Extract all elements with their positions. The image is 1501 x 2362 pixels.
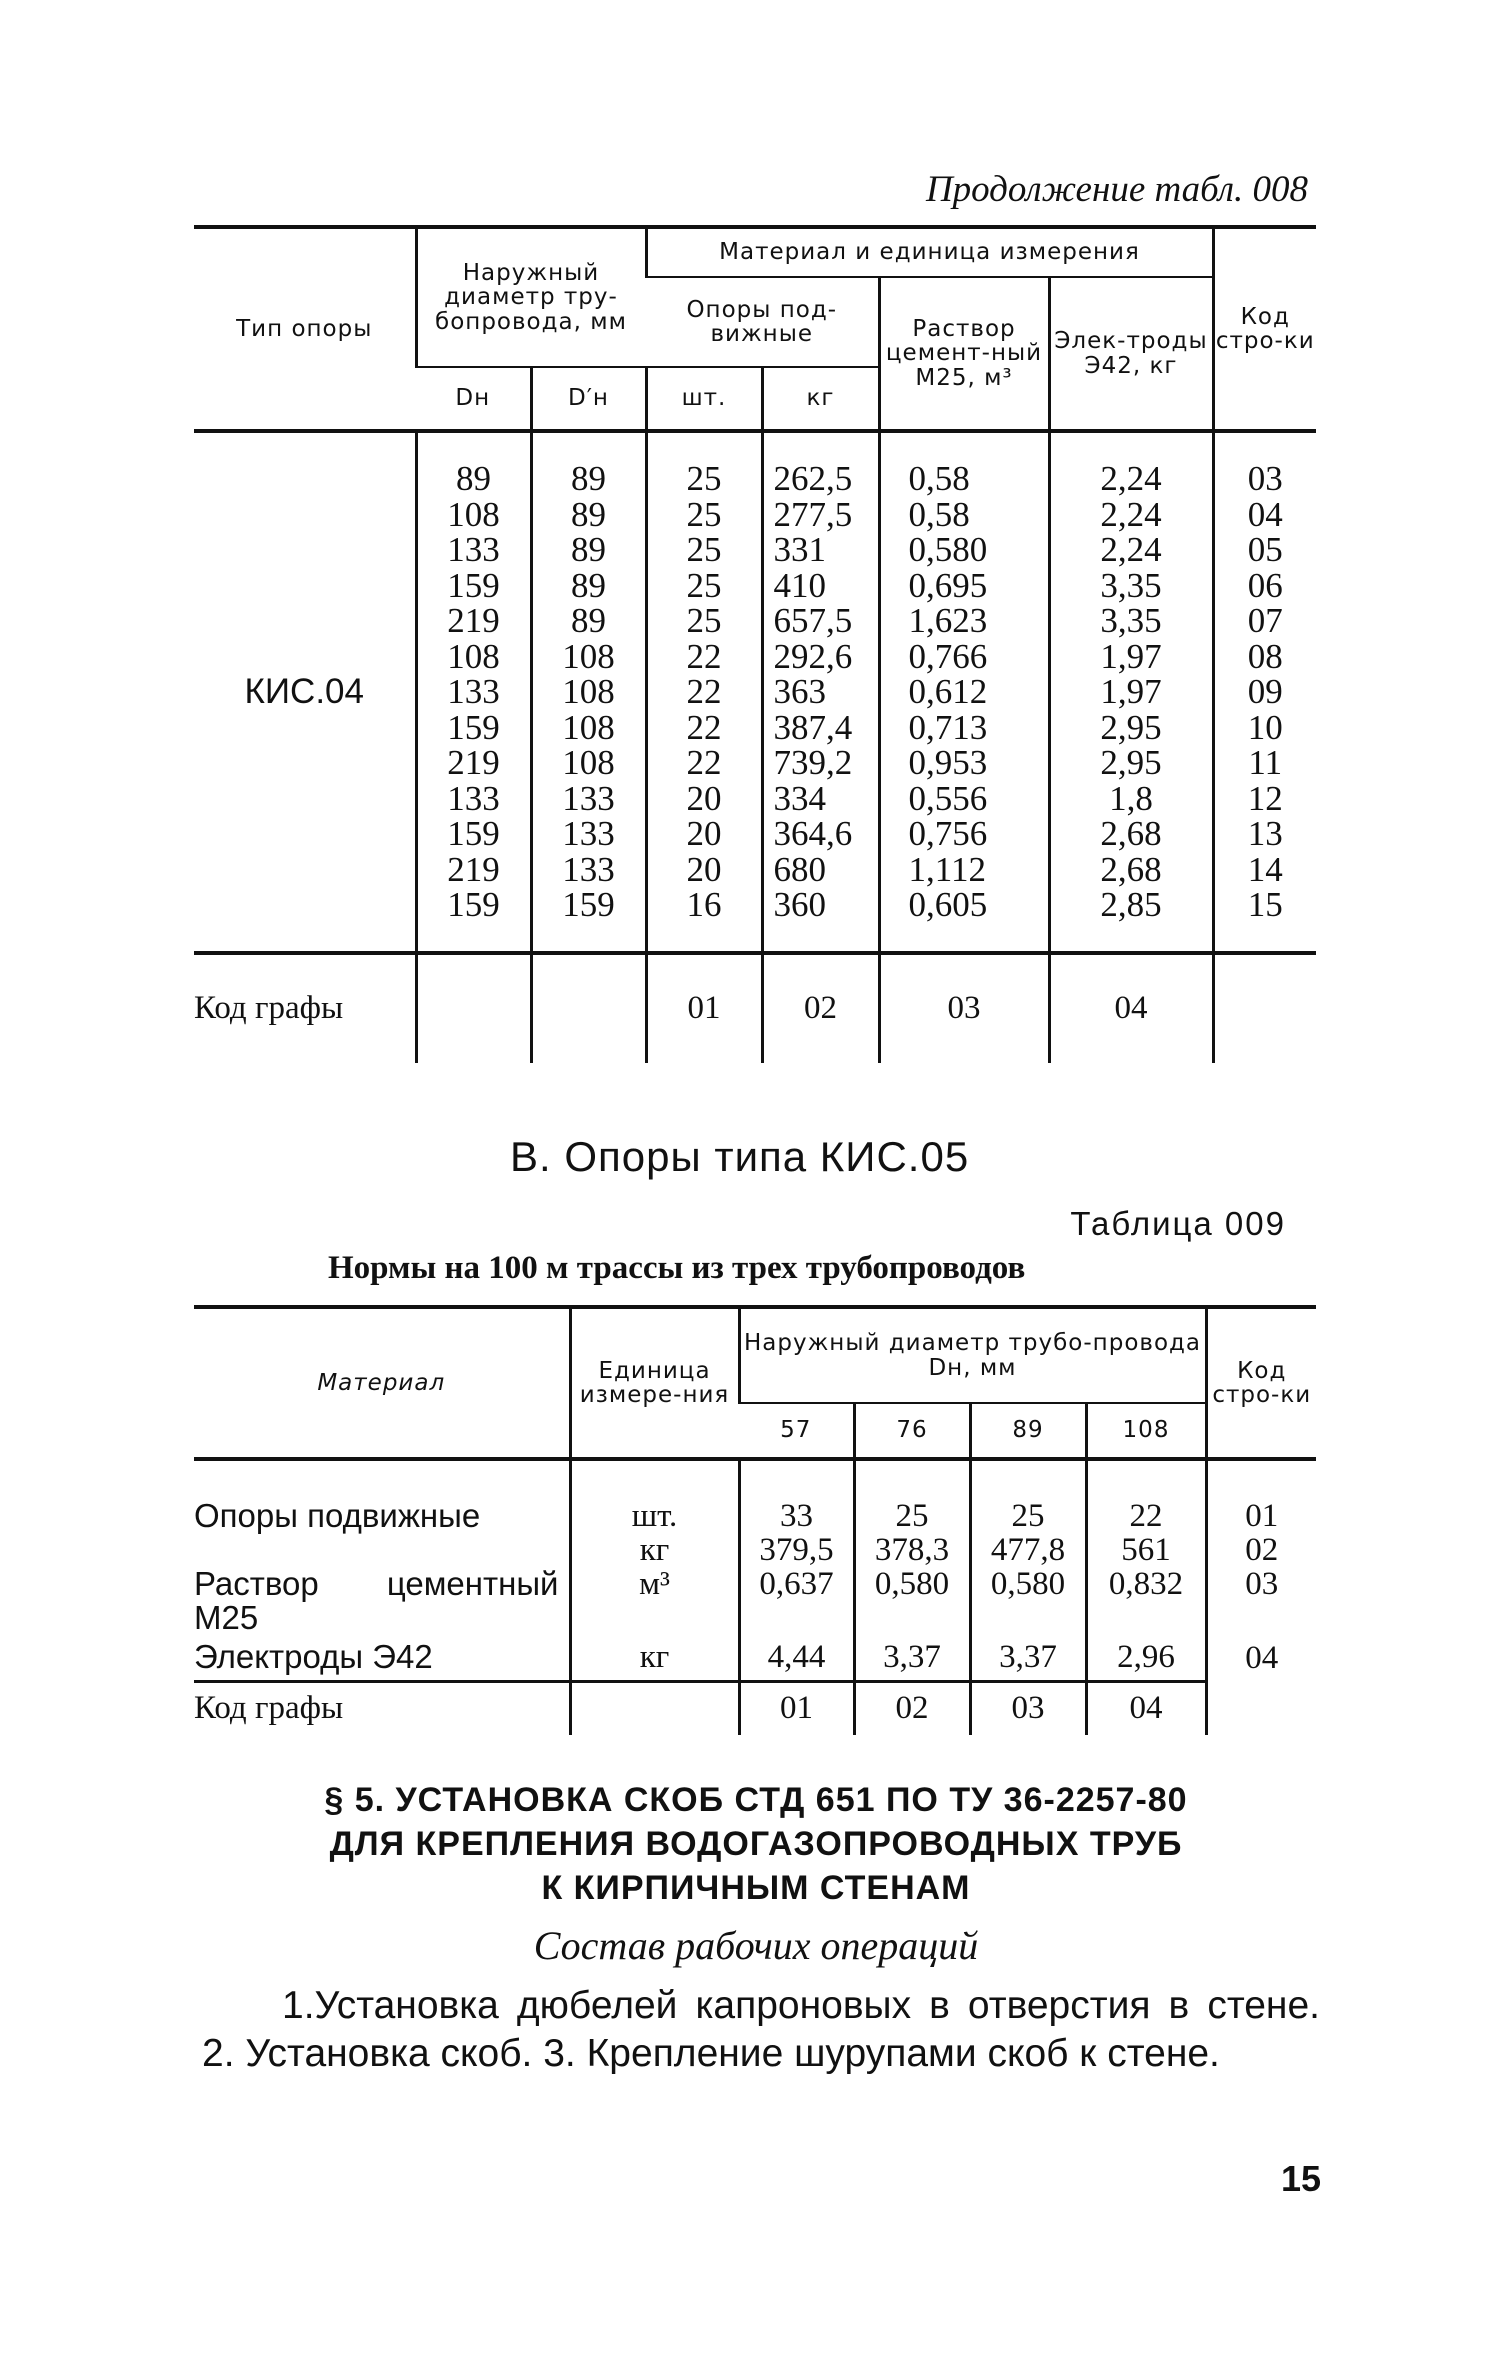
footer-label: Код графы	[194, 990, 344, 1026]
cell-dn: 159	[447, 885, 500, 924]
cell-pcs: 25	[686, 565, 722, 605]
cell-dn2: 89	[571, 601, 606, 640]
header-d76: 76	[854, 1403, 970, 1459]
value-cell: 33	[739, 1499, 854, 1533]
cell-code: 04	[1247, 494, 1283, 534]
cell-pcs: 25	[686, 530, 722, 569]
cell-el: 2,95	[1100, 707, 1162, 747]
cell-el: 1,97	[1100, 636, 1162, 676]
material-name	[194, 1533, 570, 1567]
cell-pcs: 25	[686, 494, 722, 534]
cell-code: 06	[1247, 565, 1283, 605]
cell-code: 11	[1248, 743, 1283, 782]
cell-kg: 387,4	[773, 707, 853, 747]
value-cell: 0,580	[970, 1567, 1086, 1635]
material-name: Опоры подвижные	[194, 1497, 481, 1534]
header-d89: 89	[970, 1403, 1086, 1459]
cell-el: 2,24	[1100, 459, 1162, 498]
cell-el: 2,85	[1100, 885, 1162, 924]
cell-dn2: 89	[571, 459, 606, 498]
cell-dn: 133	[447, 672, 500, 711]
unit-cell: м³	[570, 1567, 739, 1635]
cell-pcs: 20	[686, 814, 722, 853]
cell-el: 3,35	[1100, 565, 1162, 605]
cell-dn2: 89	[571, 494, 606, 534]
cell-pcs: 22	[686, 707, 722, 747]
col-dn	[416, 431, 531, 953]
cell-dn2: 108	[562, 707, 615, 747]
cell-code: 10	[1247, 707, 1283, 747]
cell-code: 05	[1247, 530, 1283, 569]
header-diameter: Наружный диаметр тру-бопровода, мм	[416, 227, 646, 367]
cell-code: 03	[1247, 459, 1283, 498]
cell-pcs: 16	[686, 885, 722, 924]
cell-el: 1,8	[1109, 778, 1153, 818]
footer-code-01: 01	[646, 953, 762, 1063]
cell-mortar: 0,695	[908, 565, 988, 605]
continuation-title: Продолжение табл. 008	[925, 169, 1308, 210]
table-row	[194, 1499, 1316, 1533]
col-dn-prime	[531, 431, 646, 953]
table-row	[194, 1533, 1316, 1567]
value-cell: 4,44	[739, 1635, 854, 1681]
cell-pcs: 20	[686, 778, 722, 818]
cell-kg: 360	[773, 885, 826, 924]
support-type: КИС.04	[194, 431, 416, 953]
operations-title: Состав рабочих операций	[533, 1923, 979, 1968]
value-cell: 22	[1086, 1499, 1206, 1533]
footer-code-04: 04	[1049, 953, 1213, 1063]
value-cell: 378,3	[854, 1533, 970, 1567]
value-cell: 0,832	[1086, 1567, 1206, 1635]
value-cell: 3,37	[970, 1635, 1086, 1681]
cell-kg: 363	[773, 672, 826, 711]
cell-code: 09	[1247, 672, 1283, 711]
footer-code-01: 01	[739, 1681, 854, 1735]
cell-pcs: 22	[686, 636, 722, 676]
table-009-label: Таблица 009	[1070, 1205, 1286, 1242]
value-cell: 25	[854, 1499, 970, 1533]
cell-dn: 133	[447, 778, 500, 818]
footer-label: Код графы	[194, 1681, 570, 1735]
value-cell: 0,637	[739, 1567, 854, 1635]
value-cell: 561	[1086, 1533, 1206, 1567]
cell-mortar: 0,766	[908, 636, 988, 676]
cell-dn2: 89	[571, 530, 606, 569]
header-code: Код стро-ки	[1213, 227, 1316, 431]
value-cell: 379,5	[739, 1533, 854, 1567]
col-pcs	[646, 431, 762, 953]
cell-dn: 89	[456, 459, 491, 498]
page-number: 15	[1280, 2158, 1321, 2199]
col-kg	[762, 431, 879, 953]
header-d57: 57	[739, 1403, 854, 1459]
cell-dn: 159	[447, 707, 500, 747]
cell-el: 3,35	[1100, 601, 1162, 640]
material-name: Раствор цементный М25	[194, 1565, 559, 1636]
header-kg: кг	[762, 367, 879, 431]
cell-dn2: 108	[562, 672, 615, 711]
cell-dn2: 159	[562, 885, 615, 924]
header-dn-prime: D′н	[531, 367, 646, 431]
header-material: Материал и единица измерения	[646, 227, 1213, 277]
section-5-heading	[195, 1778, 1317, 1910]
footer-code-02: 02	[762, 953, 879, 1063]
section-5-line-2: ДЛЯ КРЕПЛЕНИЯ ВОДОГАЗОПРОВОДНЫХ ТРУБ	[329, 1825, 1183, 1863]
footer-code-02: 02	[854, 1681, 970, 1735]
operations-text: 1.Установка дюбелей капроновых в отверстия в стене. 2. Установка скоб. 3. Крепление шурупами скоб к стене.	[202, 1984, 1320, 2075]
header-code: Код стро-ки	[1206, 1307, 1316, 1459]
cell-code: 13	[1247, 814, 1283, 853]
cell-dn: 159	[447, 814, 500, 853]
header-mortar: Раствор цемент-ный М25, м³	[879, 277, 1049, 431]
cell-el: 2,68	[1100, 849, 1162, 889]
code-cell: 01	[1206, 1499, 1316, 1533]
cell-mortar: 0,756	[908, 814, 988, 853]
header-unit: Единица измере-ния	[570, 1307, 739, 1459]
material-name: Электроды Э42	[194, 1638, 433, 1676]
cell-kg: 262,5	[773, 459, 853, 498]
code-cell: 04	[1206, 1635, 1316, 1681]
table-009	[194, 1305, 1316, 1735]
header-pcs: шт.	[646, 367, 762, 431]
cell-kg: 334	[773, 778, 826, 818]
cell-mortar: 0,953	[908, 743, 988, 782]
cell-el: 2,24	[1100, 494, 1162, 534]
cell-dn: 219	[447, 849, 500, 889]
cell-pcs: 22	[686, 743, 722, 782]
cell-kg: 364,6	[773, 814, 853, 853]
cell-mortar: 1,112	[908, 849, 986, 889]
cell-mortar: 0,556	[908, 778, 988, 818]
cell-code: 14	[1247, 849, 1283, 889]
unit-cell: кг	[570, 1635, 739, 1681]
cell-el: 1,97	[1100, 672, 1162, 711]
table-008	[194, 225, 1316, 1063]
cell-dn2: 133	[562, 778, 615, 818]
col-electrodes	[1049, 431, 1213, 953]
value-cell: 477,8	[970, 1533, 1086, 1567]
code-cell: 02	[1206, 1533, 1316, 1567]
unit-cell: шт.	[570, 1499, 739, 1533]
cell-dn2: 133	[562, 814, 615, 853]
cell-dn: 108	[447, 494, 500, 534]
col-mortar	[879, 431, 1049, 953]
cell-dn: 219	[447, 601, 500, 640]
cell-pcs: 25	[686, 459, 722, 498]
cell-el: 2,95	[1100, 743, 1162, 782]
cell-pcs: 20	[686, 849, 722, 889]
cell-mortar: 0,58	[908, 459, 970, 498]
col-code	[1213, 431, 1316, 953]
cell-dn: 159	[447, 565, 500, 605]
cell-el: 2,68	[1100, 814, 1162, 853]
cell-el: 2,24	[1100, 530, 1162, 569]
header-dn: Dн	[455, 385, 491, 412]
value-cell: 3,37	[854, 1635, 970, 1681]
value-cell: 0,580	[854, 1567, 970, 1635]
section-5-line-3: К КИРПИЧНЫМ СТЕНАМ	[541, 1869, 971, 1907]
value-cell: 25	[970, 1499, 1086, 1533]
cell-code: 08	[1247, 636, 1283, 676]
footer-code-04: 04	[1086, 1681, 1206, 1735]
cell-mortar: 0,605	[908, 885, 988, 924]
header-d108: 108	[1086, 1403, 1206, 1459]
cell-dn: 108	[447, 636, 500, 676]
cell-dn2: 89	[571, 565, 606, 605]
cell-mortar: 0,580	[908, 530, 988, 569]
header-electrodes: Элек-троды Э42, кг	[1049, 277, 1213, 431]
cell-dn2: 108	[562, 636, 615, 676]
value-cell: 2,96	[1086, 1635, 1206, 1681]
table-row	[194, 1567, 1316, 1635]
cell-kg: 277,5	[773, 494, 853, 534]
header-material: Материал	[194, 1307, 570, 1459]
section-b-title: В. Опоры типа КИС.05	[510, 1133, 970, 1180]
section-5-line-1: § 5. УСТАНОВКА СКОБ СТД 651 ПО ТУ 36-2257-80	[324, 1781, 1188, 1819]
cell-code: 15	[1247, 885, 1283, 924]
header-type: Тип опоры	[194, 227, 416, 431]
cell-mortar: 1,623	[908, 601, 988, 640]
header-supports: Опоры под-вижные	[646, 277, 879, 367]
cell-mortar: 0,713	[908, 707, 988, 747]
code-cell: 03	[1206, 1567, 1316, 1635]
cell-kg: 292,6	[773, 636, 853, 676]
header-diameter: Наружный диаметр трубо-провода Dн, мм	[739, 1307, 1206, 1403]
cell-pcs: 25	[686, 601, 722, 640]
footer-code-03: 03	[970, 1681, 1086, 1735]
footer-code-03: 03	[879, 953, 1049, 1063]
table-009-subtitle: Нормы на 100 м трассы из трех трубопроводов	[328, 1250, 1026, 1286]
cell-kg: 410	[773, 565, 826, 605]
cell-pcs: 22	[686, 672, 722, 711]
unit-cell: кг	[570, 1533, 739, 1567]
cell-kg: 331	[773, 530, 826, 569]
cell-dn2: 133	[562, 849, 615, 889]
table-row	[194, 1635, 1316, 1681]
cell-dn: 219	[447, 743, 500, 782]
cell-kg: 657,5	[773, 601, 853, 640]
cell-kg: 739,2	[773, 743, 853, 782]
cell-dn2: 108	[562, 743, 615, 782]
cell-mortar: 0,58	[908, 494, 970, 534]
cell-mortar: 0,612	[908, 672, 988, 711]
cell-dn: 133	[447, 530, 500, 569]
cell-code: 07	[1247, 601, 1283, 640]
cell-kg: 680	[773, 849, 826, 889]
cell-code: 12	[1247, 778, 1283, 818]
